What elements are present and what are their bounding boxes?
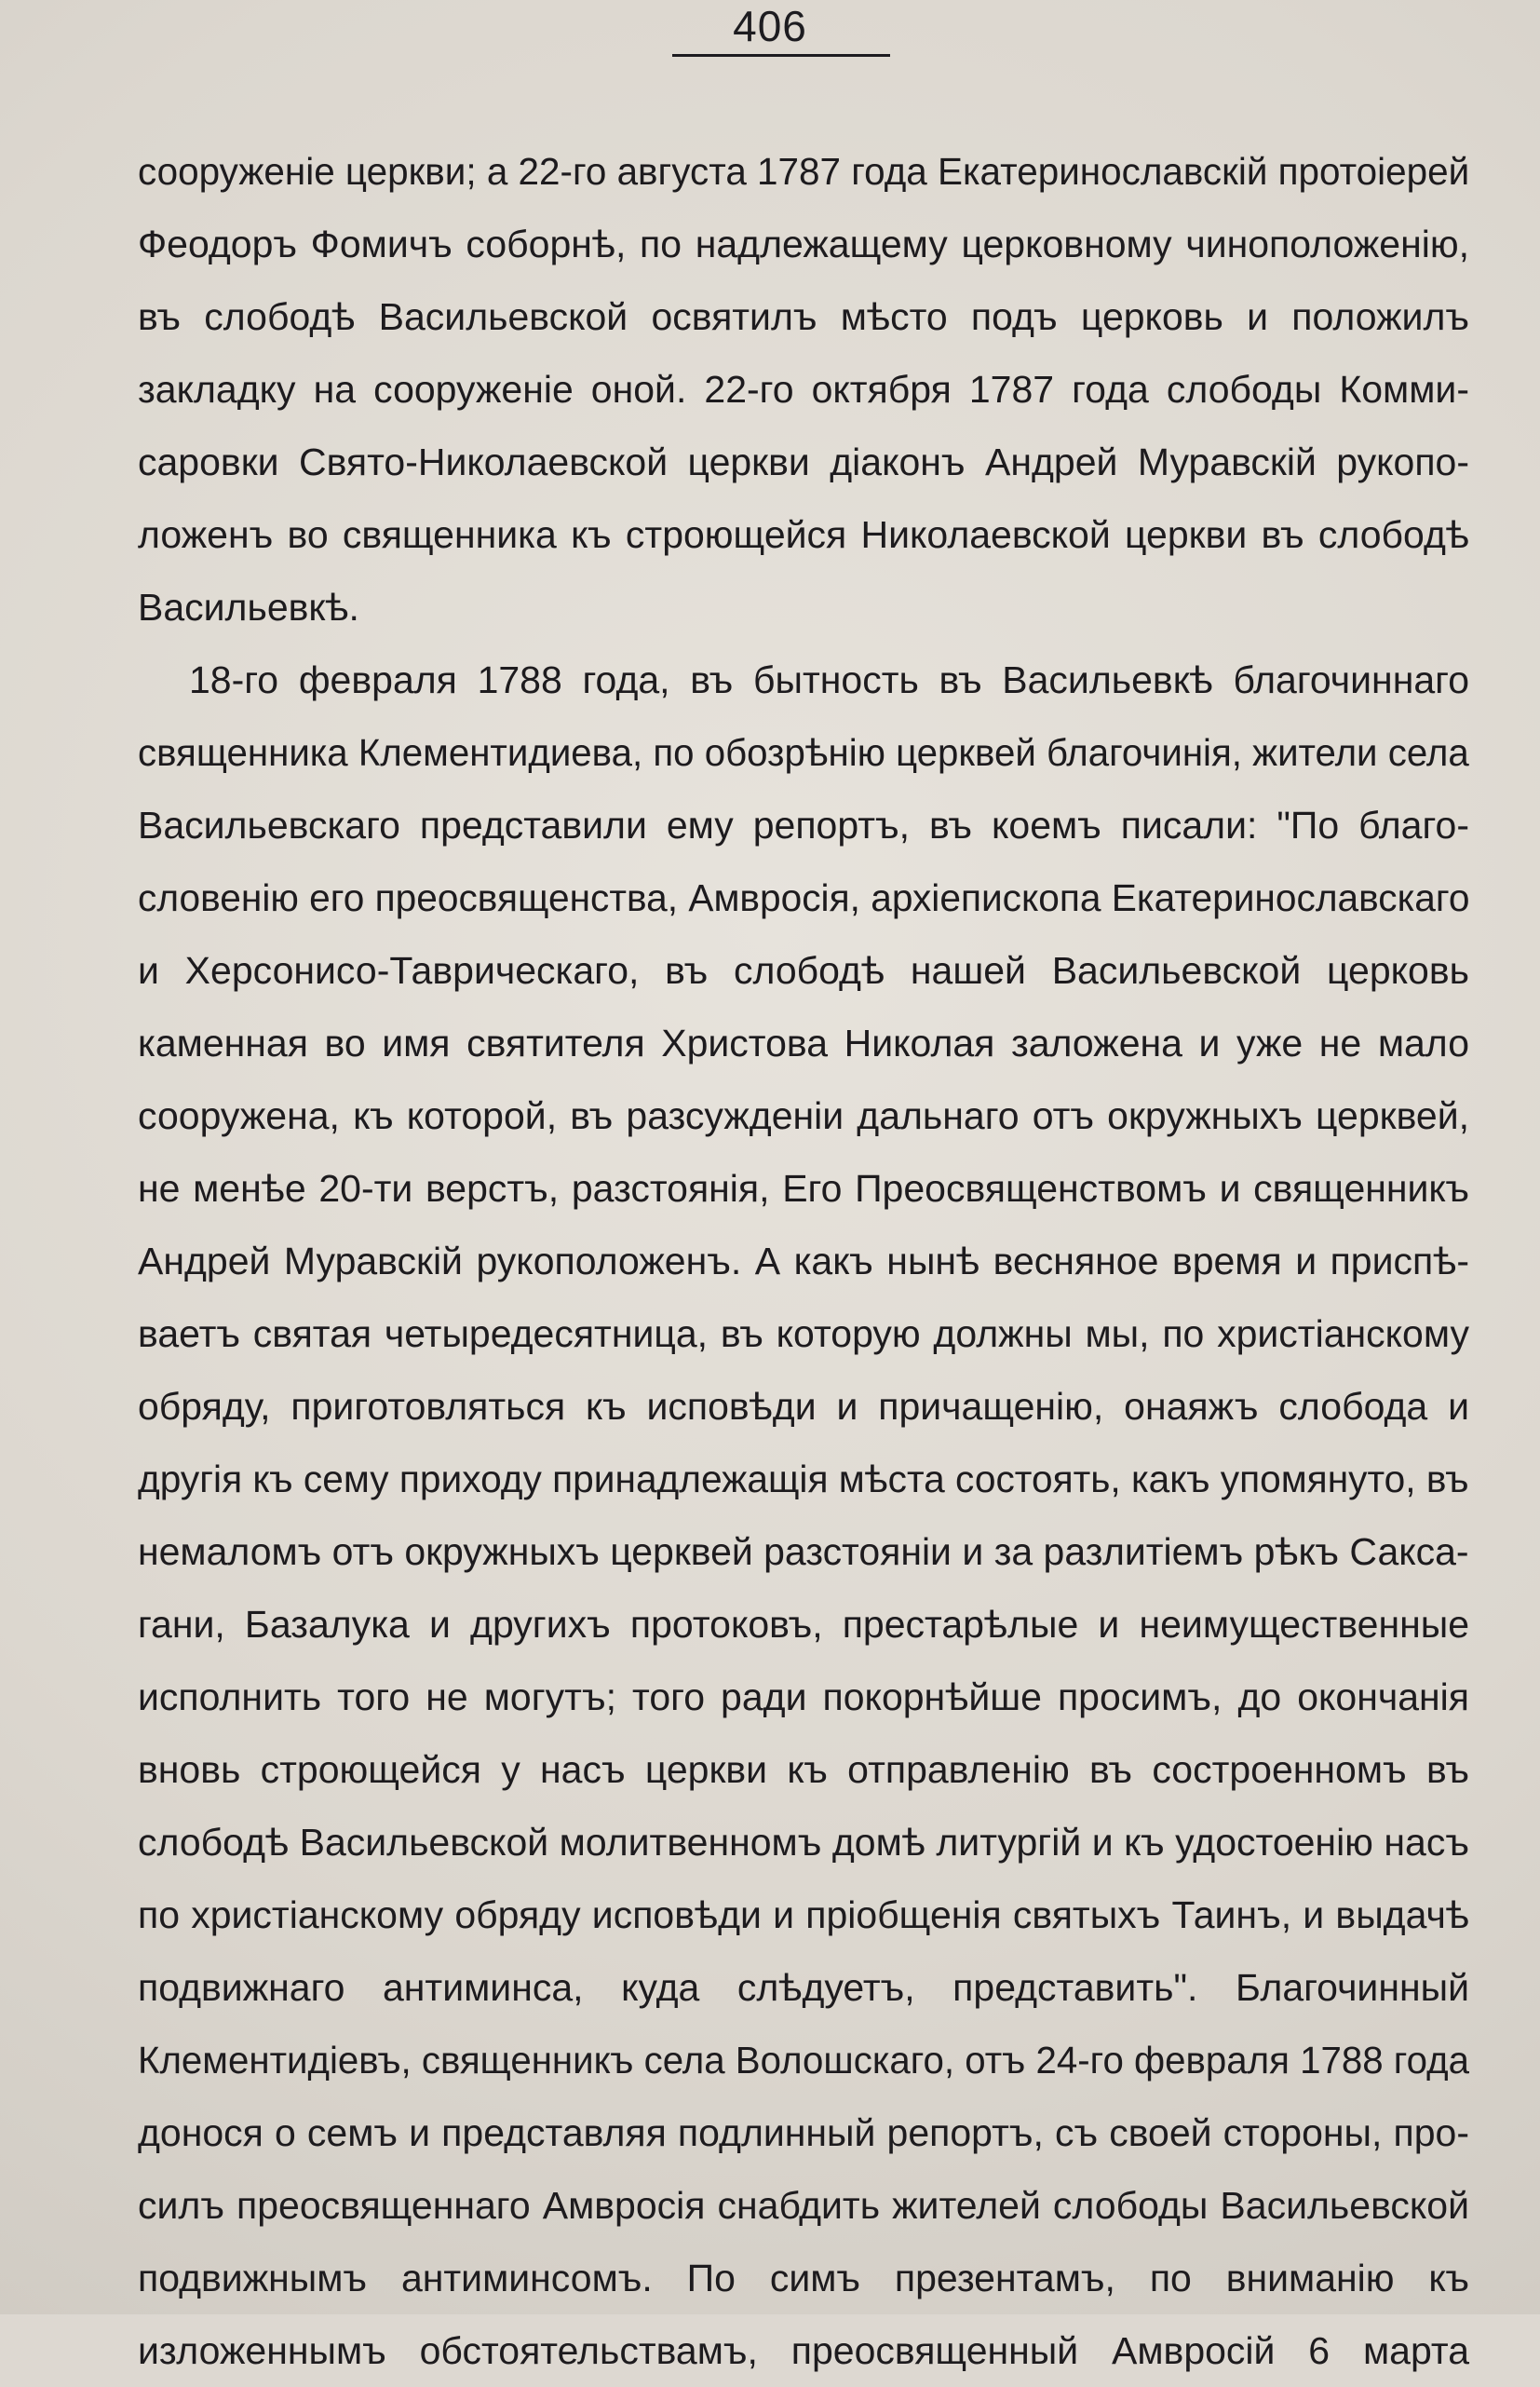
text-line: сооружена, къ которой, въ разсужденіи дальнаго отъ окружныхъ церквей,: [138, 1094, 1469, 1137]
text-line: саровки Свято-Николаевской церкви діаконъ Андрей Муравскій рукопо-: [138, 441, 1469, 483]
text-line: Васильевскаго представили ему репортъ, въ коемъ писали: "По благо-: [138, 804, 1469, 847]
header-rule: [672, 54, 890, 57]
text-line: ваетъ святая четыредесятница, въ которую должны мы, по христіанскому: [138, 1312, 1469, 1355]
text-line: обряду, приготовляться къ исповѣди и причащенію, онаяжъ слобода и: [138, 1385, 1469, 1428]
text-line: немаломъ отъ окружныхъ церквей разстояніи и за разлитіемъ рѣкъ Сакса-: [138, 1530, 1469, 1573]
text-line: силъ преосвященнаго Амвросія снабдить жителей слободы Васильевской: [138, 2184, 1469, 2227]
text-line: гани, Базалука и другихъ протоковъ, престарѣлые и неимущественные: [138, 1603, 1469, 1646]
text-line: закладку на сооруженіе оной. 22-го октября 1787 года слободы Комми-: [138, 368, 1469, 411]
page-number: 406: [733, 2, 807, 50]
text-line: исполнить того не могутъ; того ради покорнѣйше просимъ, до окончанія: [138, 1675, 1469, 1718]
text-line: Андрей Муравскій рукоположенъ. А какъ нынѣ весняное время и приспѣ-: [138, 1240, 1469, 1282]
text-line: Васильевкѣ.: [138, 586, 359, 629]
paragraph-first-line: 18-го февраля 1788 года, въ бытность въ Васильевкѣ благочиннаго: [189, 658, 1469, 701]
text-line: ложенъ во священника къ строющейся Николаевской церкви въ слободѣ: [138, 513, 1469, 556]
body-text: [138, 135, 1469, 2387]
text-line: изложеннымъ обстоятельствамъ, преосвященный Амвросій 6 марта: [138, 2329, 1469, 2372]
text-line: словенію его преосвященства, Амвросія, архіепископа Екатеринославскаго: [138, 876, 1470, 919]
text-line: Клементидіевъ, священникъ села Волошскаго, отъ 24-го февраля 1788 года: [138, 2039, 1469, 2082]
text-line: священника Клементидиева, по обозрѣнію церквей благочинія, жители села: [138, 731, 1469, 774]
text-line: сооруженіе церкви; а 22-го августа 1787 года Екатеринославскій протоіерей: [138, 150, 1470, 193]
text-line: другія къ сему приходу принадлежащія мѣста состоять, какъ упомянуто, въ: [138, 1458, 1469, 1500]
text-line: подвижнаго антиминса, куда слѣдуетъ, представить". Благочинный: [138, 1966, 1469, 2009]
text-line: не менѣе 20-ти верстъ, разстоянія, Его Преосвященствомъ и священникъ: [138, 1167, 1469, 1210]
text-line: донося о семъ и представляя подлинный репортъ, съ своей стороны, про-: [138, 2111, 1469, 2154]
text-line: по христіанскому обряду исповѣди и пріобщенія святыхъ Таинъ, и выдачѣ: [138, 1893, 1469, 1936]
text-line: подвижнымъ антиминсомъ. По симъ презентамъ, по вниманію къ: [138, 2257, 1469, 2299]
text-line: каменная во имя святителя Христова Николая заложена и уже не мало: [138, 1022, 1469, 1065]
text-line: слободѣ Васильевской молитвенномъ домѣ литургій и къ удостоенію насъ: [138, 1821, 1469, 1864]
text-line: вновь строющейся у насъ церкви къ отправленію въ состроенномъ въ: [138, 1748, 1469, 1791]
text-line: и Херсонисо-Таврическаго, въ слободѣ нашей Васильевской церковь: [138, 949, 1469, 992]
text-line: въ слободѣ Васильевской освятилъ мѣсто подъ церковь и положилъ: [138, 295, 1469, 338]
text-line: Феодоръ Фомичъ соборнѣ, по надлежащему церковному чиноположенію,: [138, 223, 1469, 265]
